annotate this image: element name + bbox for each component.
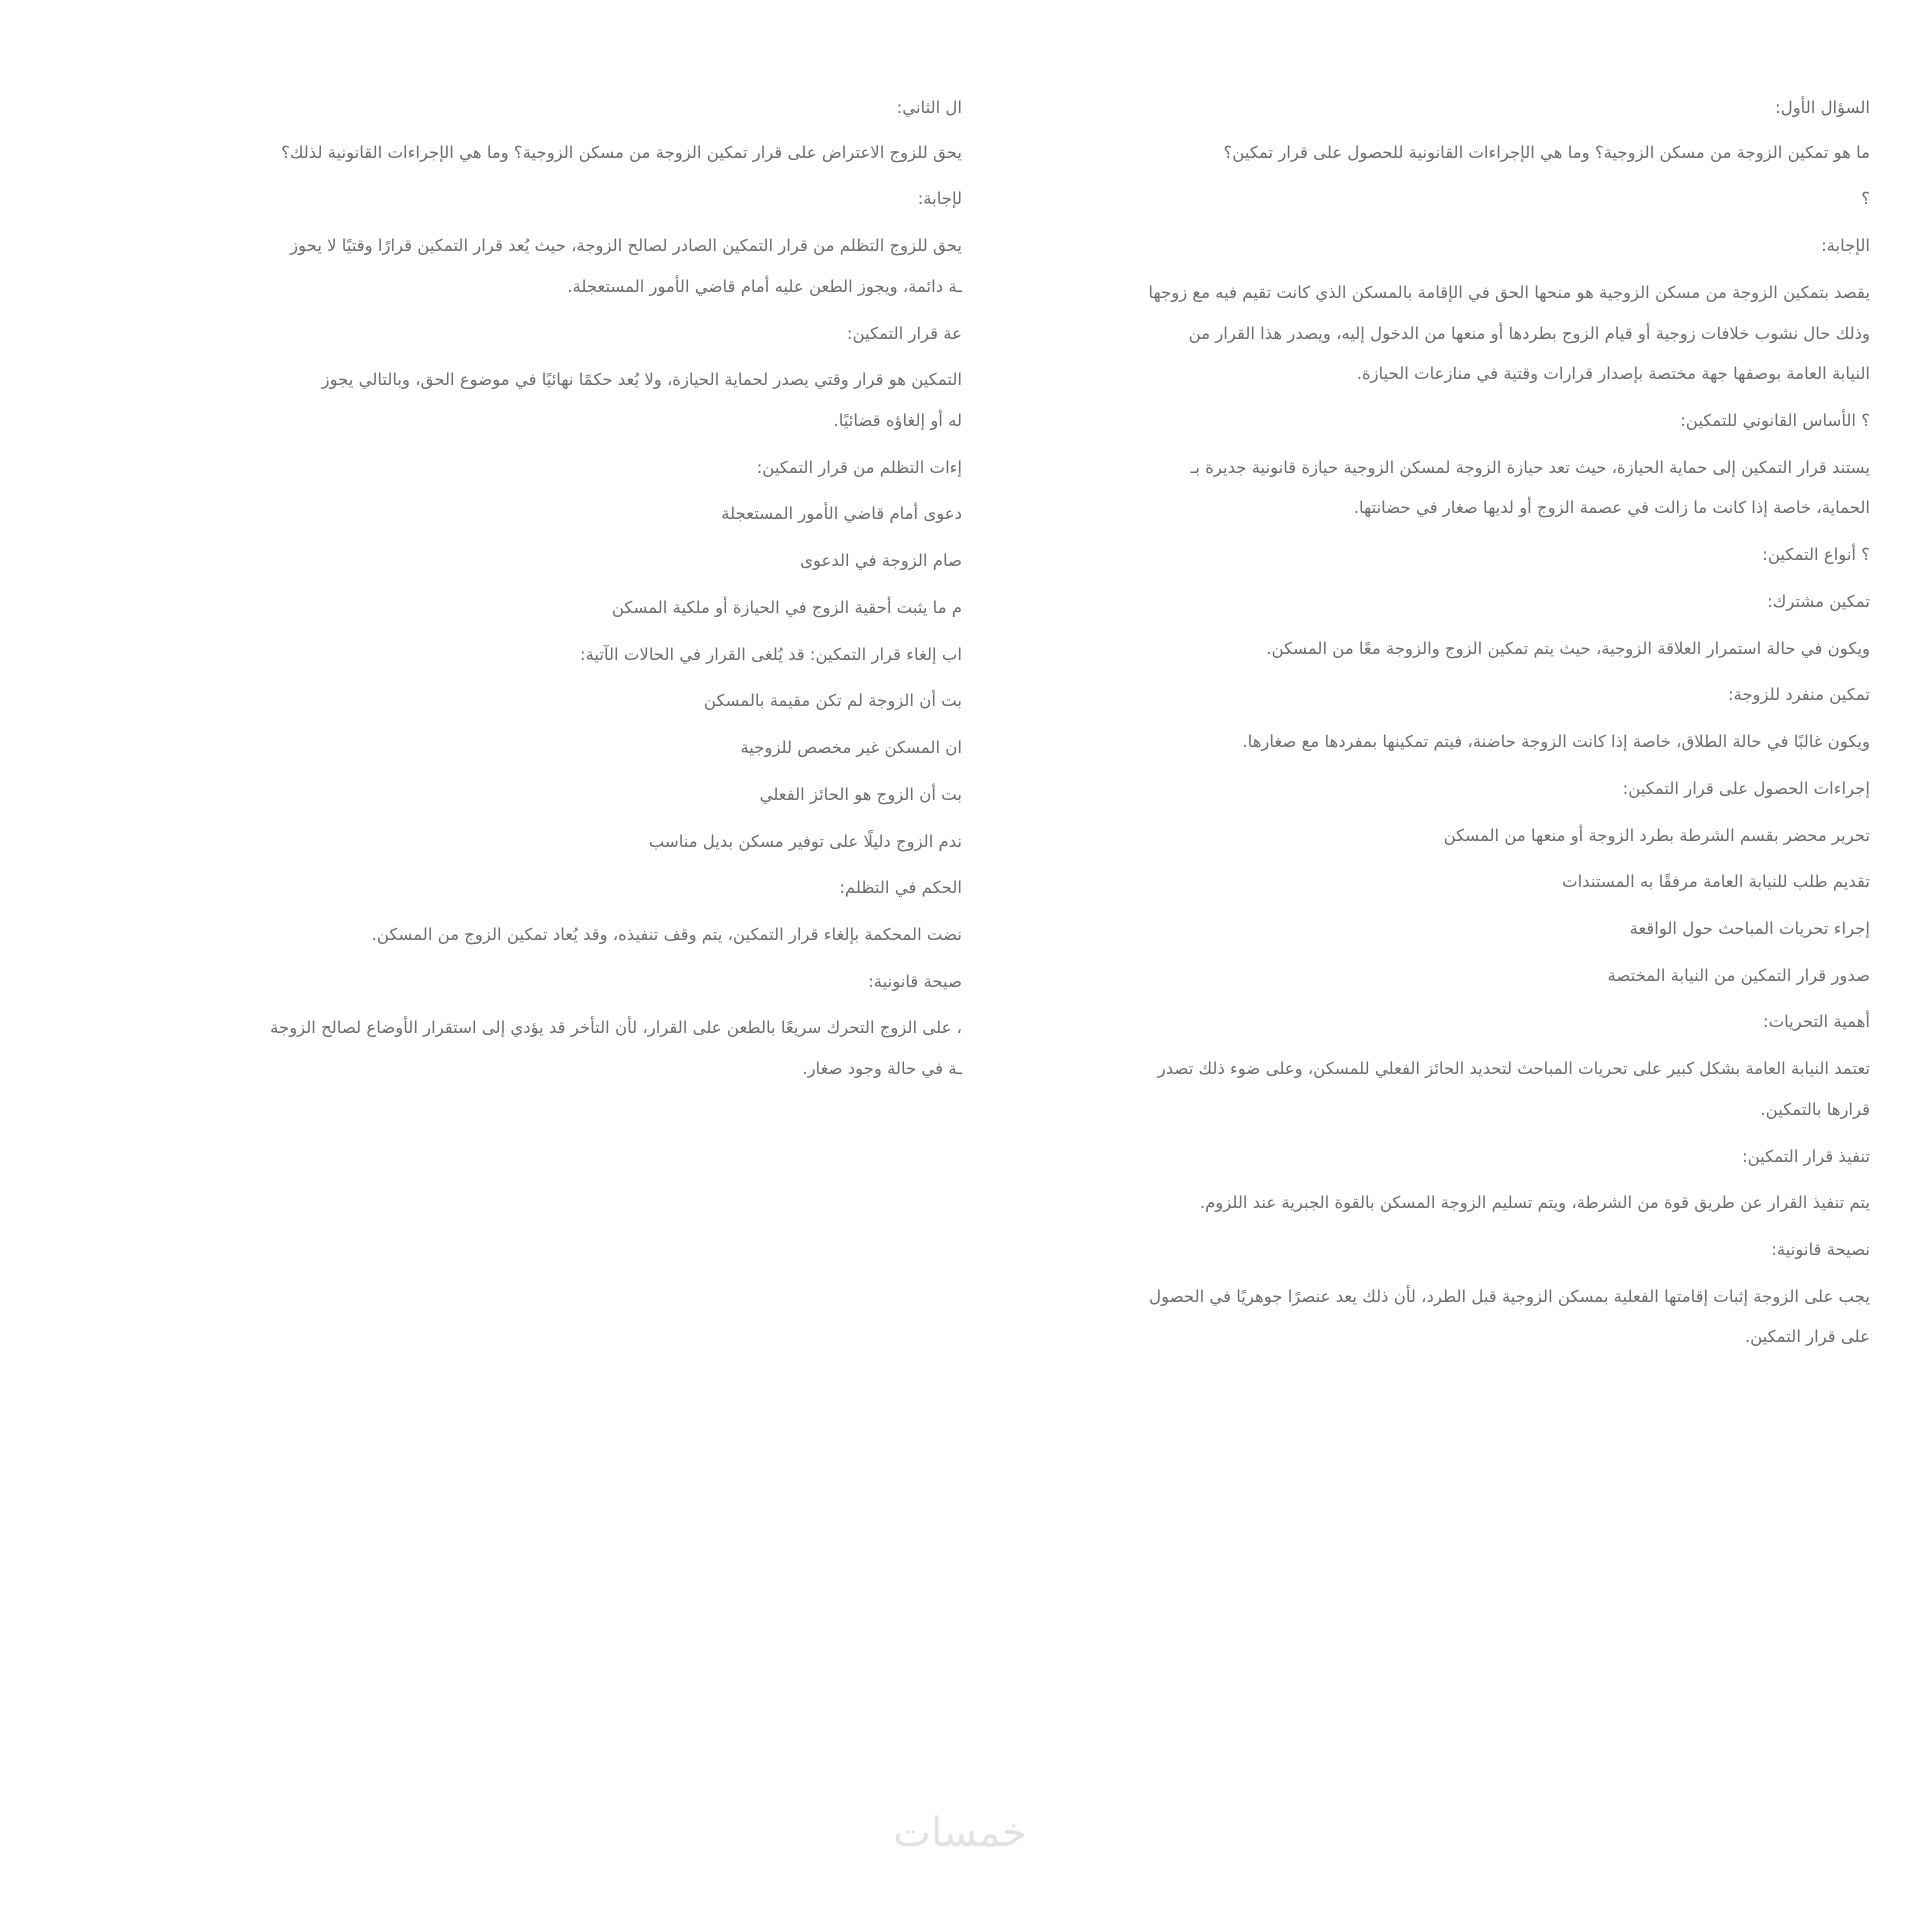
left-column-line: عة قرار التمكين: bbox=[846, 323, 962, 343]
right-column-line: تعتمد النيابة العامة بشكل كبير على تحريات المباحث لتحديد الحائز الفعلي للمسكن، وعلى ضوء ذلك تصدر bbox=[1157, 1059, 1870, 1079]
right-column-line: نصيحة قانونية: bbox=[1771, 1239, 1870, 1259]
watermark: خمسات bbox=[893, 1810, 1027, 1856]
left-column-line: ـة دائمة، ويجوز الطعن عليه أمام قاضي الأمور المستعجلة. bbox=[567, 276, 962, 296]
right-column-line: يقصد بتمكين الزوجة من مسكن الزوجية هو منحها الحق في الإقامة بالمسكن الذي كانت تقيم فيه مع زوجها bbox=[1148, 282, 1870, 302]
left-column-line: ـة في حالة وجود صغار. bbox=[802, 1059, 962, 1079]
right-column-line: تقديم طلب للنيابة العامة مرفقًا به المستندات bbox=[1562, 872, 1870, 892]
right-column-line: ما هو تمكين الزوجة من مسكن الزوجية؟ وما هي الإجراءات القانونية للحصول على قرار تمكين؟ bbox=[1223, 142, 1870, 162]
right-column-line: إجراء تحريات المباحث حول الواقعة bbox=[1629, 918, 1870, 938]
left-column-line: يحق للزوج التظلم من قرار التمكين الصادر لصالح الزوجة، حيث يُعد قرار التمكين قرارًا وقتيًا لا يحوز bbox=[290, 236, 962, 256]
left-column-line: ، على الزوج التحرك سريعًا بالطعن على القرار، لأن التأخر قد يؤدي إلى استقرار الأوضاع لصالح الزوجة bbox=[270, 1018, 962, 1038]
right-column-line: على قرار التمكين. bbox=[1744, 1327, 1870, 1347]
left-column-line: لإجابة: bbox=[917, 189, 962, 209]
right-column-line: النيابة العامة بوصفها جهة مختصة بإصدار قرارات وقتية في منازعات الحيازة. bbox=[1356, 364, 1870, 384]
left-column-line: الحكم في التظلم: bbox=[839, 878, 962, 898]
right-column-line: وذلك حال نشوب خلافات زوجية أو قيام الزوج بطردها أو منعها من الدخول إليه، ويصدر هذا القرار من bbox=[1188, 323, 1870, 343]
right-column-line: إجراءات الحصول على قرار التمكين: bbox=[1622, 778, 1870, 798]
left-column-line: بت أن الزوج هو الحائز الفعلي bbox=[759, 784, 962, 804]
left-column-line: نضت المحكمة بإلغاء قرار التمكين، يتم وقف تنفيذه، وقد يُعاد تمكين الزوج من المسكن. bbox=[371, 924, 962, 944]
right-column-line: تمكين مشترك: bbox=[1767, 591, 1870, 611]
left-column-line: صام الزوجة في الدعوى bbox=[800, 551, 962, 571]
right-column-line: أهمية التحريات: bbox=[1763, 1012, 1870, 1032]
left-column-heading: ال الثاني: bbox=[896, 98, 962, 117]
right-column-line: ؟ الأساس القانوني للتمكين: bbox=[1680, 411, 1870, 431]
right-column-line: تمكين منفرد للزوجة: bbox=[1727, 685, 1870, 705]
left-column-line: ندم الزوج دليلًا على توفير مسكن بديل مناسب bbox=[648, 831, 962, 851]
right-column-heading: السؤال الأول: bbox=[1775, 98, 1870, 117]
right-column-line: صدور قرار التمكين من النيابة المختصة bbox=[1607, 965, 1870, 985]
right-column-line: ويكون في حالة استمرار العلاقة الزوجية، حيث يتم تمكين الزوج والزوجة معًا من المسكن. bbox=[1266, 638, 1870, 658]
right-column bbox=[990, 95, 1890, 1920]
left-column bbox=[10, 95, 990, 1920]
left-column-line: بت أن الزوجة لم تكن مقيمة بالمسكن bbox=[703, 691, 962, 711]
left-column-line: له أو إلغاؤه قضائيًا. bbox=[833, 411, 962, 431]
right-column-line: تحرير محضر بقسم الشرطة بطرد الزوجة أو منعها من المسكن bbox=[1443, 825, 1870, 845]
right-column-line: يتم تنفيذ القرار عن طريق قوة من الشرطة، ويتم تسليم الزوجة المسكن بالقوة الجبرية عند اللزوم. bbox=[1199, 1193, 1870, 1213]
right-column-line: ويكون غالبًا في حالة الطلاق، خاصة إذا كانت الزوجة حاضنة، فيتم تمكينها بمفردها مع صغارها. bbox=[1242, 732, 1870, 752]
right-column-line: الإجابة: bbox=[1821, 236, 1870, 256]
left-column-line: اب إلغاء قرار التمكين: قد يُلغى القرار في الحالات الآتية: bbox=[580, 644, 962, 664]
left-column-line: إءات التظلم من قرار التمكين: bbox=[756, 457, 962, 477]
right-column-line: الحماية، خاصة إذا كانت ما زالت في عصمة الزوج أو لديها صغار في حضانتها. bbox=[1353, 498, 1870, 518]
left-column-line: صيحة قانونية: bbox=[868, 971, 962, 991]
left-column-line: م ما يثبت أحقية الزوج في الحيازة أو ملكية المسكن bbox=[611, 597, 962, 617]
right-column-line: ؟ bbox=[1861, 189, 1870, 209]
right-column-line: يستند قرار التمكين إلى حماية الحيازة، حيث تعد حيازة الزوجة لمسكن الزوجية حيازة قانونية جديرة بـ bbox=[1190, 457, 1870, 477]
left-column-line: ان المسكن غير مخصص للزوجية bbox=[740, 738, 962, 758]
right-column-line: قرارها بالتمكين. bbox=[1760, 1099, 1870, 1119]
right-column-line: تنفيذ قرار التمكين: bbox=[1742, 1146, 1870, 1166]
right-column-line: ؟ أنواع التمكين: bbox=[1762, 545, 1870, 565]
right-column-line: يجب على الزوجة إثبات إقامتها الفعلية بمسكن الزوجية قبل الطرد، لأن ذلك يعد عنصرًا جوهريًا في الحصول bbox=[1149, 1286, 1870, 1306]
left-column-line: التمكين هو قرار وقتي يصدر لحماية الحيازة، ولا يُعد حكمًا نهائيًا في موضوع الحق، وبالتالي يجوز bbox=[321, 370, 962, 390]
left-column-line: دعوى أمام قاضي الأمور المستعجلة bbox=[721, 504, 962, 524]
left-column-line: يحق للزوج الاعتراض على قرار تمكين الزوجة من مسكن الزوجية؟ وما هي الإجراءات القانونية لذلك؟ bbox=[281, 142, 962, 162]
